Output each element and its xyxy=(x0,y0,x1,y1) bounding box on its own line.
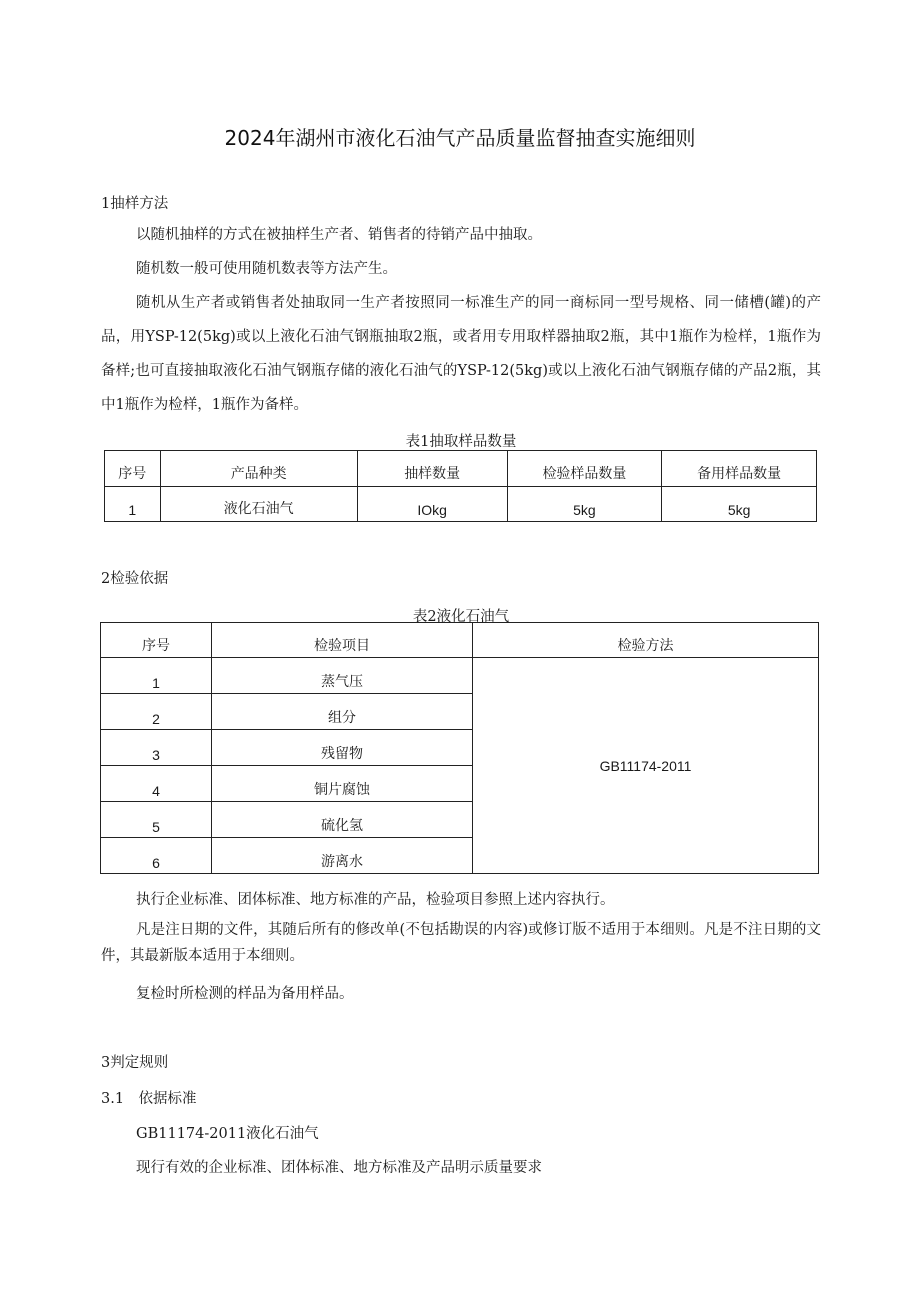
header-cell: 检验样品数量 xyxy=(507,451,662,487)
table-header-row xyxy=(101,623,819,658)
section-1-paragraph-3: 随机从生产者或销售者处抽取同一生产者按照同一标准生产的同一商标同一型号规格、同一储槽(罐)的产品，用YSP-12(5kg)或以上液化石油气钢瓶抽取2瓶，或者用专用取样器抽取2瓶，其中1瓶作为检样，1瓶作为备样;也可直接抽取液化石油气钢瓶存储的液化石油气的YSP-12(5kg)或以上液化石油气钢瓶存储的产品2瓶，其中1瓶作为检样，1瓶作为备样。 xyxy=(101,295,821,413)
table-row xyxy=(101,658,819,694)
table-cell: 5 xyxy=(101,802,212,838)
section-2-paragraph-3: 复检时所检测的样品为备用样品。 xyxy=(136,986,354,1002)
table-cell: 2 xyxy=(101,694,212,730)
section-2-paragraph-2: 凡是注日期的文件，其随后所有的修改单(不包括勘误的内容)或修订版不适用于本细则。凡是不注日期的文件，其最新版本适用于本细则。 xyxy=(101,922,821,964)
section-2-heading: 2检验依据 xyxy=(101,571,169,587)
table-cell: 铜片腐蚀 xyxy=(212,766,473,802)
section-3-1-heading: 3.1 依据标准 xyxy=(101,1091,197,1107)
section-3-paragraph-1: GB11174-2011液化石油气 xyxy=(136,1126,319,1142)
sample-quantity-table xyxy=(104,450,817,522)
header-cell: 产品种类 xyxy=(160,451,357,487)
table-cell: 5kg xyxy=(507,487,662,522)
table-row xyxy=(105,487,817,522)
table-cell: 5kg xyxy=(662,487,817,522)
table-2-caption: 表2液化石油气 xyxy=(412,609,510,625)
table-cell: 6 xyxy=(101,838,212,874)
table-1-caption: 表1抽取样品数量 xyxy=(405,434,517,450)
header-cell: 序号 xyxy=(101,623,212,658)
header-cell: 检验项目 xyxy=(212,623,473,658)
table-cell: 蒸气压 xyxy=(212,658,473,694)
table-cell: 组分 xyxy=(212,694,473,730)
header-cell: 备用样品数量 xyxy=(662,451,817,487)
table-cell: 1 xyxy=(101,658,212,694)
table-cell: 液化石油气 xyxy=(160,487,357,522)
section-3-heading: 3判定规则 xyxy=(101,1055,169,1071)
table-cell: 硫化氢 xyxy=(212,802,473,838)
section-1-heading: 1抽样方法 xyxy=(101,196,169,212)
table-cell: 游离水 xyxy=(212,838,473,874)
section-2-paragraph-1: 执行企业标准、团体标准、地方标准的产品，检验项目参照上述内容执行。 xyxy=(136,892,615,908)
header-cell: 序号 xyxy=(105,451,161,487)
table-cell: 残留物 xyxy=(212,730,473,766)
method-cell: GB11174-2011 xyxy=(473,658,819,874)
table-cell: 1 xyxy=(105,487,161,522)
section-3-paragraph-2: 现行有效的企业标准、团体标准、地方标准及产品明示质量要求 xyxy=(136,1160,542,1176)
table-cell: 3 xyxy=(101,730,212,766)
table-cell: 4 xyxy=(101,766,212,802)
document-title: 2024年湖州市液化石油气产品质量监督抽查实施细则 xyxy=(224,126,696,150)
table-cell: IOkg xyxy=(357,487,507,522)
section-1-paragraph-1: 以随机抽样的方式在被抽样生产者、销售者的待销产品中抽取。 xyxy=(136,227,542,243)
table-header-row xyxy=(105,451,817,487)
inspection-items-table xyxy=(100,622,819,874)
section-1-paragraph-2: 随机数一般可使用随机数表等方法产生。 xyxy=(136,261,397,277)
header-cell: 抽样数量 xyxy=(357,451,507,487)
header-cell: 检验方法 xyxy=(473,623,819,658)
